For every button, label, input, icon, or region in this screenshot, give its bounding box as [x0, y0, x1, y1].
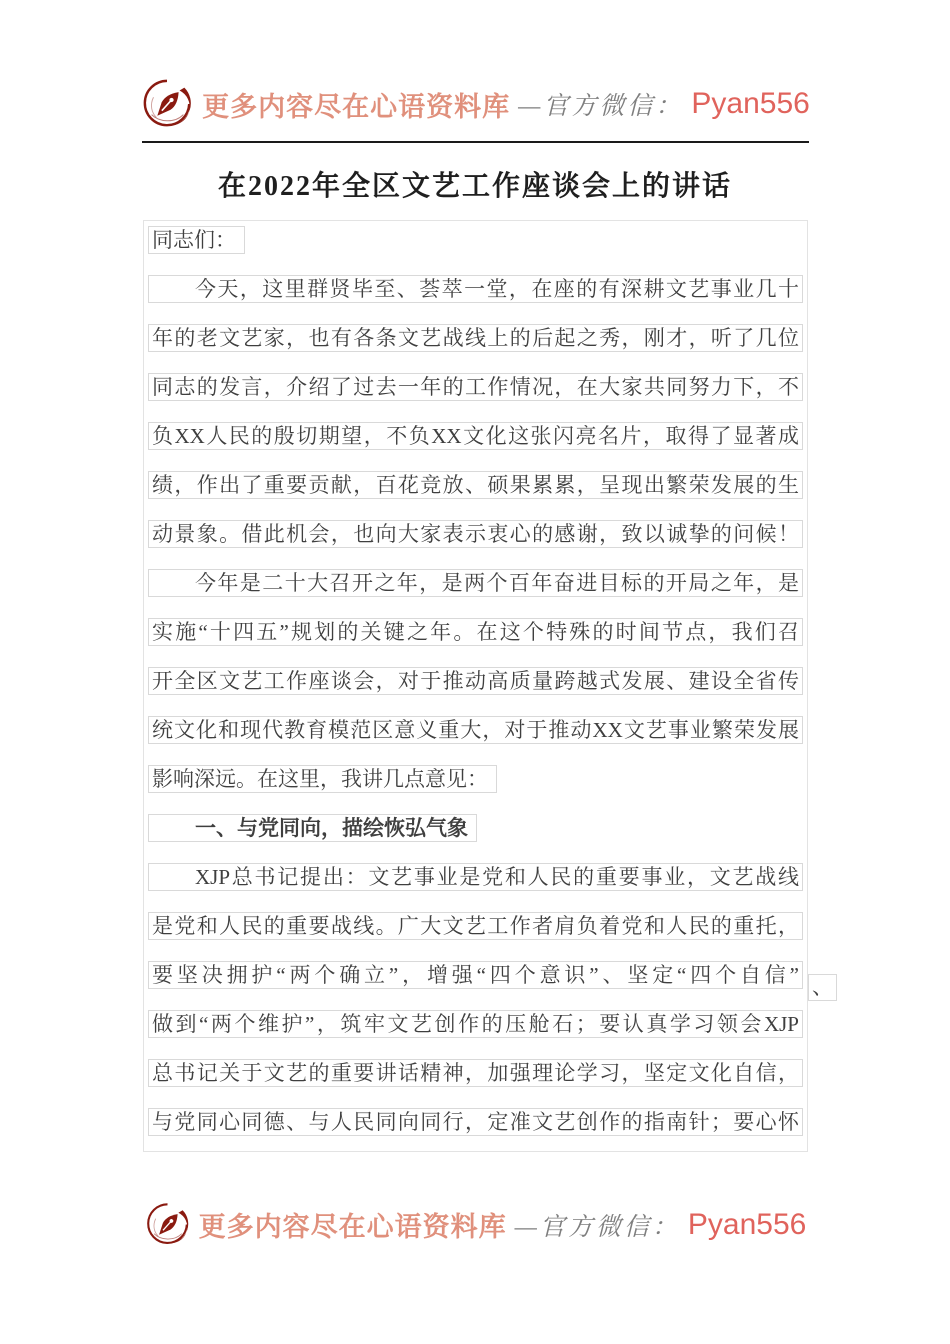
overflow-char-cell: 、	[808, 974, 837, 1001]
text-line: 是党和人民的重要战线。广大文艺工作者肩负着党和人民的重托，	[148, 912, 803, 940]
text-line: 一、与党同向，描绘恢弘气象	[148, 814, 477, 842]
brand-wechat-label: —官方微信：	[514, 1213, 680, 1241]
text-line: 绩，作出了重要贡献，百花竞放、硕果累累，呈现出繁荣发展的生	[148, 471, 803, 499]
text-line: 同志的发言，介绍了过去一年的工作情况，在大家共同努力下，不	[148, 373, 803, 401]
text-line: 年的老文艺家，也有各条文艺战线上的后起之秀，刚才，听了几位	[148, 324, 803, 352]
text-line: XJP总书记提出：文艺事业是党和人民的重要事业，文艺战线	[148, 863, 803, 891]
text-line: 今年是二十大召开之年，是两个百年奋进目标的开局之年，是	[148, 569, 803, 597]
brand-header	[0, 0, 950, 132]
brand-wechat-label: —官方微信：	[518, 93, 684, 120]
header-divider	[142, 141, 809, 143]
pen-logo-icon	[140, 76, 194, 132]
text-line: 与党同心同德、与人民同向同行，定准文艺创作的指南针；要心怀	[148, 1108, 803, 1136]
brand-slogan: 更多内容尽在心语资料库	[198, 1212, 507, 1242]
text-line: 要坚决拥护“两个确立”，增强“四个意识”、坚定“四个自信”	[148, 961, 803, 989]
document-body	[143, 220, 833, 1152]
text-line: 动景象。借此机会，也向大家表示衷心的感谢，致以诚挚的问候！	[148, 520, 803, 548]
brand-wechat-id: Pyan556	[691, 87, 810, 120]
text-line: 做到“两个维护”，筑牢文艺创作的压舱石；要认真学习领会XJP	[148, 1010, 803, 1038]
text-line: 负XX人民的殷切期望，不负XX文化这张闪亮名片，取得了显著成	[148, 422, 803, 450]
brand-slogan: 更多内容尽在心语资料库	[202, 91, 511, 122]
text-line: 同志们：	[148, 226, 245, 254]
brand-wechat-id: Pyan556	[687, 1207, 807, 1241]
text-line: 今天，这里群贤毕至、荟萃一堂，在座的有深耕文艺事业几十	[148, 275, 803, 303]
document-title: 在2022年全区文艺工作座谈会上的讲话	[217, 171, 732, 202]
text-line: 影响深远。在这里，我讲几点意见：	[148, 765, 497, 793]
text-line: 统文化和现代教育模范区意义重大，对于推动XX文艺事业繁荣发展	[148, 716, 803, 744]
text-line: 总书记关于文艺的重要讲话精神，加强理论学习，坚定文化自信，	[148, 1059, 803, 1087]
brand-footer	[0, 1200, 950, 1249]
text-line: 开全区文艺工作座谈会，对于推动高质量跨越式发展、建设全省传	[148, 667, 803, 695]
pen-logo-icon	[144, 1200, 191, 1249]
text-line: 实施“十四五”规划的关键之年。在这个特殊的时间节点，我们召	[148, 618, 803, 646]
